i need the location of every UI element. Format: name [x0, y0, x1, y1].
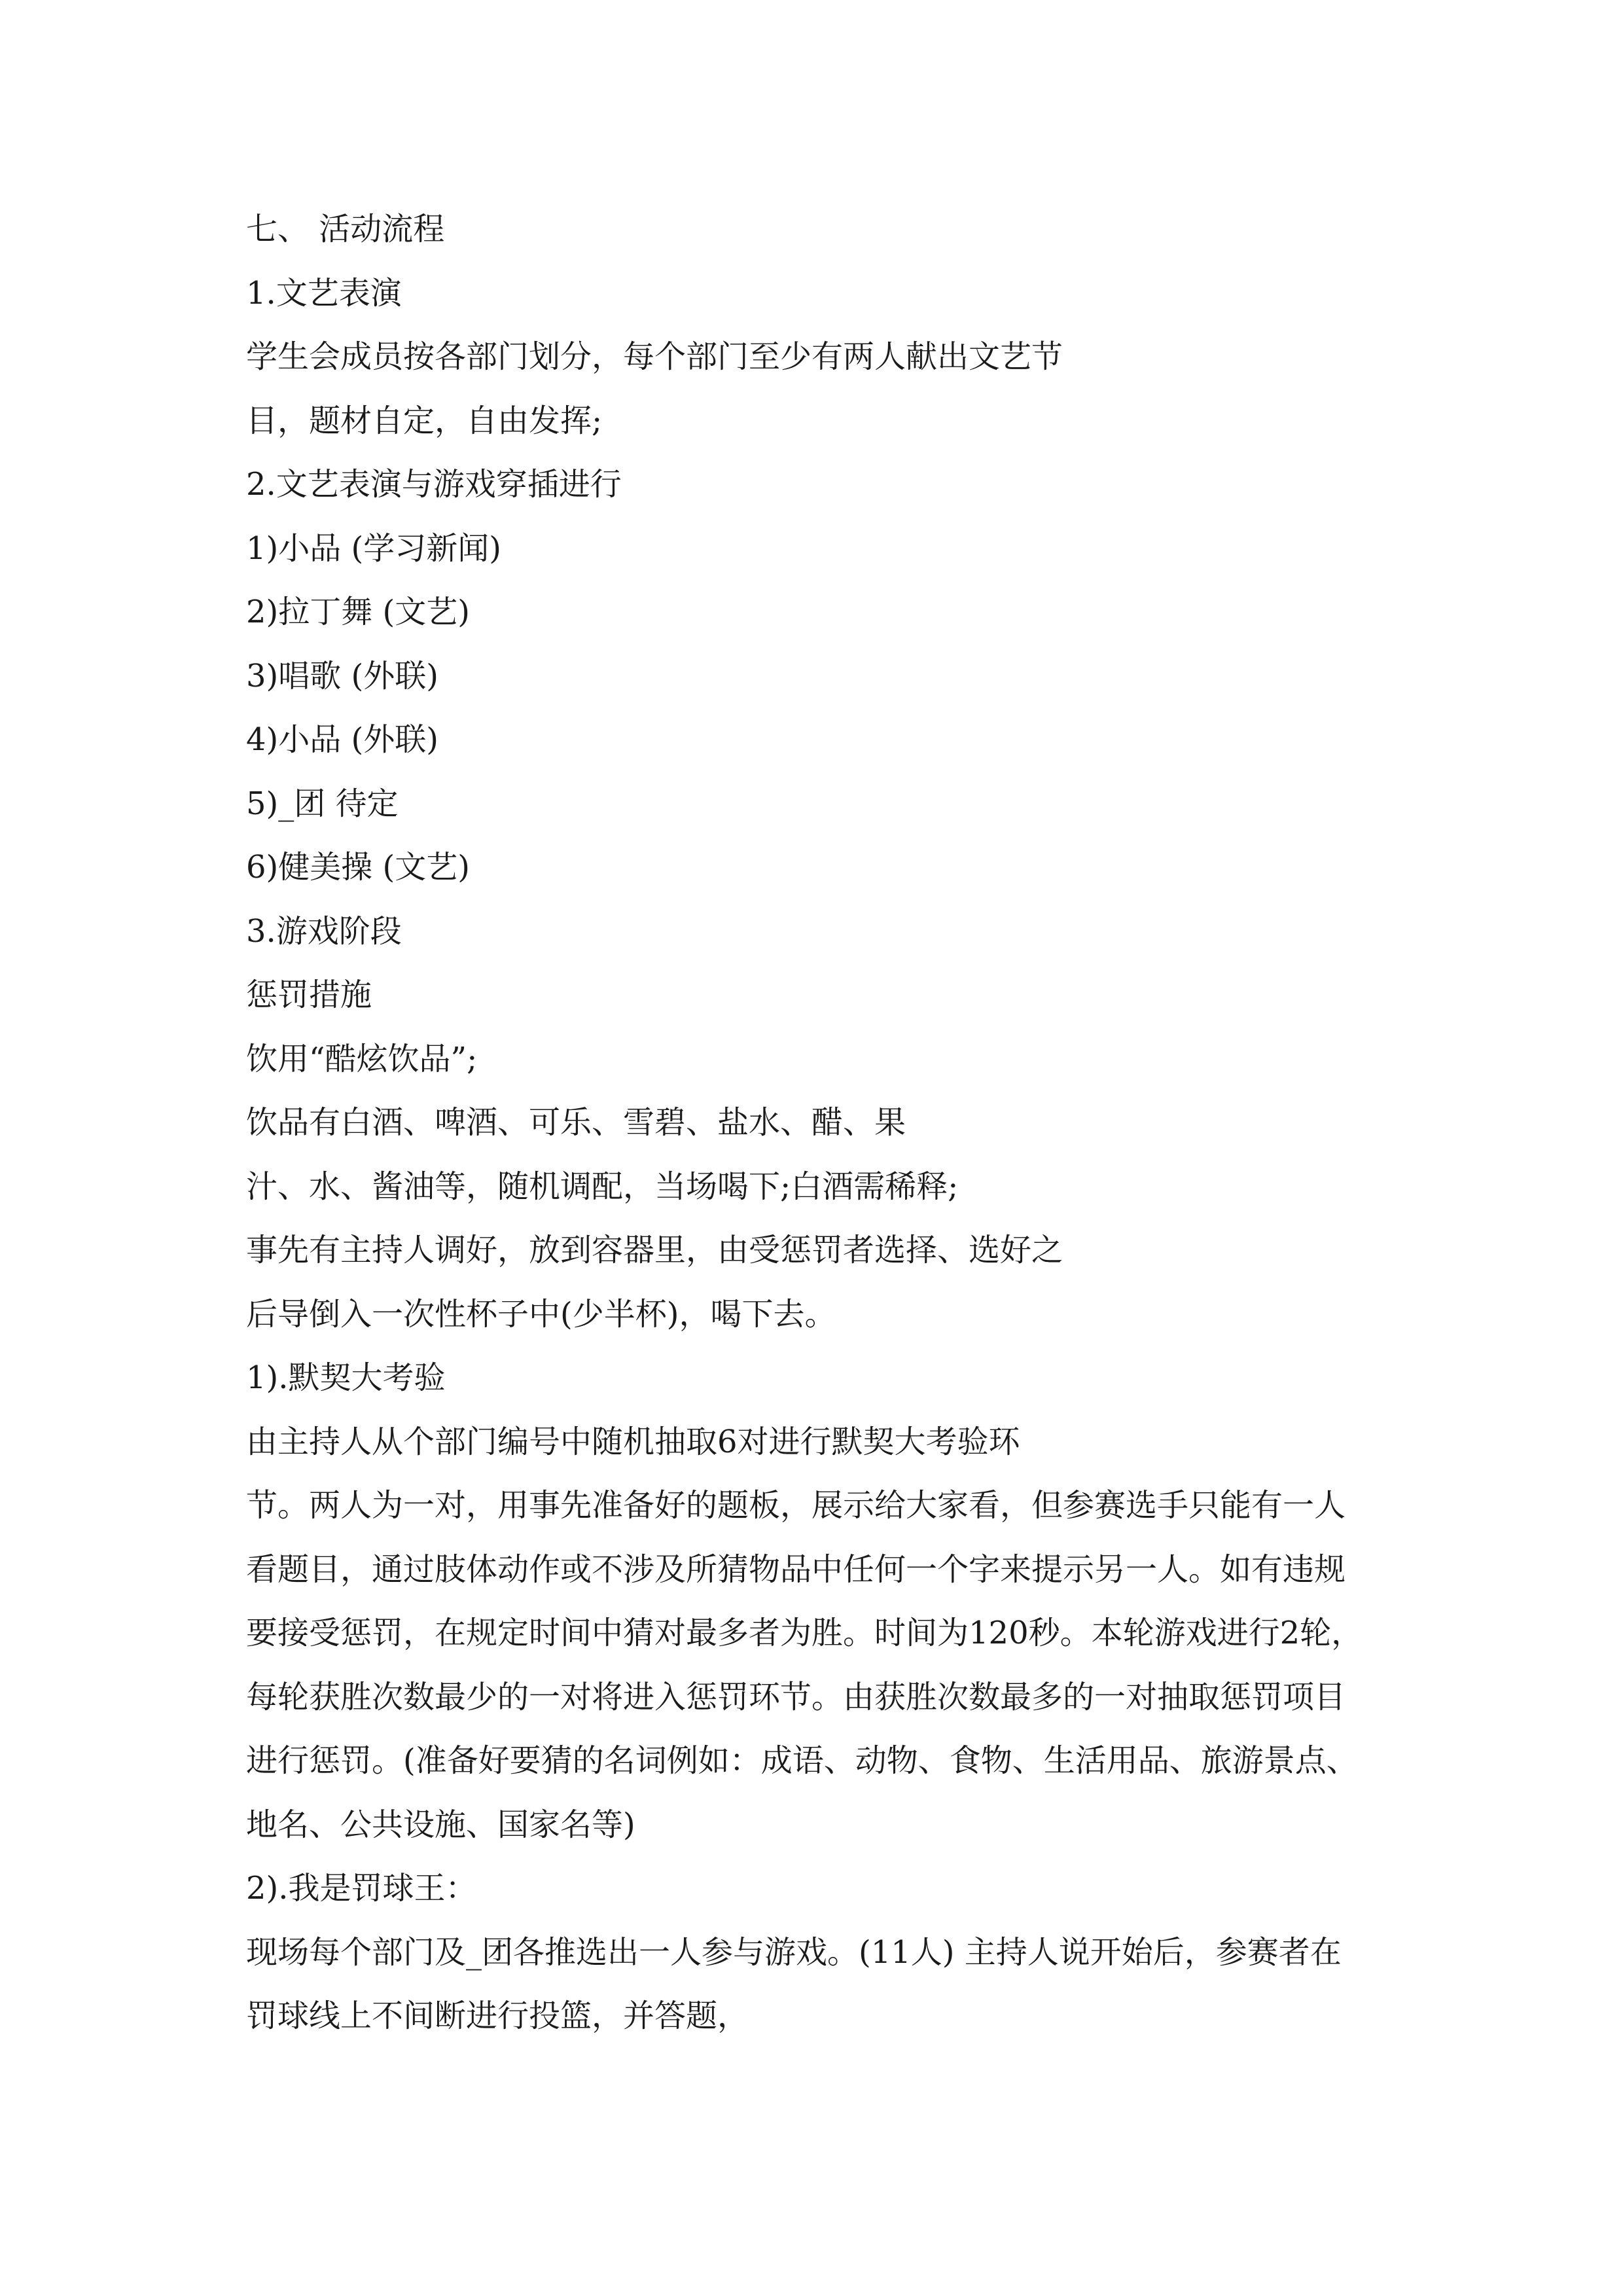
list-item: 2)拉丁舞 (文艺) [246, 594, 470, 630]
paragraph-line: 进行惩罚。(准备好要猜的名词例如：成语、动物、食物、生活用品、旅游景点、 [246, 1742, 1358, 1779]
subheading: 1.文艺表演 [246, 274, 402, 312]
paragraph-line: 由主持人从个部门编号中随机抽取6对进行默契大考验环 [246, 1423, 1020, 1460]
paragraph-line: 看题目，通过肢体动作或不涉及所猜物品中任何一个字来提示另一人。如有违规 [246, 1551, 1346, 1588]
paragraph-line: 事先有主持人调好，放到容器里，由受惩罚者选择、选好之 [246, 1232, 1063, 1268]
paragraph-line: 地名、公共设施、国家名等) [246, 1806, 635, 1843]
paragraph-line: 汁、水、酱油等，随机调配，当场喝下;白酒需稀释; [246, 1168, 959, 1205]
subheading: 3.游戏阶段 [246, 912, 402, 950]
paragraph-line: 后导倒入一次性杯子中(少半杯)，喝下去。 [246, 1295, 836, 1333]
paragraph-line: 惩罚措施 [246, 977, 372, 1013]
paragraph-line: 目，题材自定，自由发挥; [246, 402, 603, 439]
list-item: 4)小品 (外联) [246, 721, 438, 758]
paragraph-line: 现场每个部门及_团各推选出一人参与游戏。(11人) 主持人说开始后，参赛者在 [246, 1933, 1342, 1971]
subheading: 1).默契大考验 [246, 1359, 446, 1396]
paragraph-line: 每轮获胜次数最少的一对将进入惩罚环节。由获胜次数最多的一对抽取惩罚项目 [246, 1678, 1346, 1715]
section-heading: 七、 活动流程 [246, 211, 445, 247]
paragraph-line: 饮用“酷炫饮品”; [246, 1040, 478, 1077]
paragraph-line: 罚球线上不间断进行投篮，并答题， [246, 1998, 749, 2034]
subheading: 2).我是罚球王： [246, 1870, 477, 1907]
subheading: 2.文艺表演与游戏穿插进行 [246, 466, 622, 503]
list-item: 3)唱歌 (外联) [246, 657, 438, 694]
paragraph-line: 节。两人为一对，用事先准备好的题板，展示给大家看，但参赛选手只能有一人 [246, 1487, 1346, 1524]
paragraph-line: 要接受惩罚，在规定时间中猜对最多者为胜。时间为120秒。本轮游戏进行2轮， [246, 1615, 1363, 1651]
paragraph-line: 学生会成员按各部门划分，每个部门至少有两人献出文艺节 [246, 338, 1063, 375]
list-item: 6)健美操 (文艺) [246, 849, 470, 886]
list-item: 5)_团 待定 [246, 785, 399, 822]
document-body [246, 198, 1418, 2049]
list-item: 1)小品 (学习新闻) [246, 529, 501, 567]
paragraph-line: 饮品有白酒、啤酒、可乐、雪碧、盐水、醋、果 [246, 1104, 906, 1141]
